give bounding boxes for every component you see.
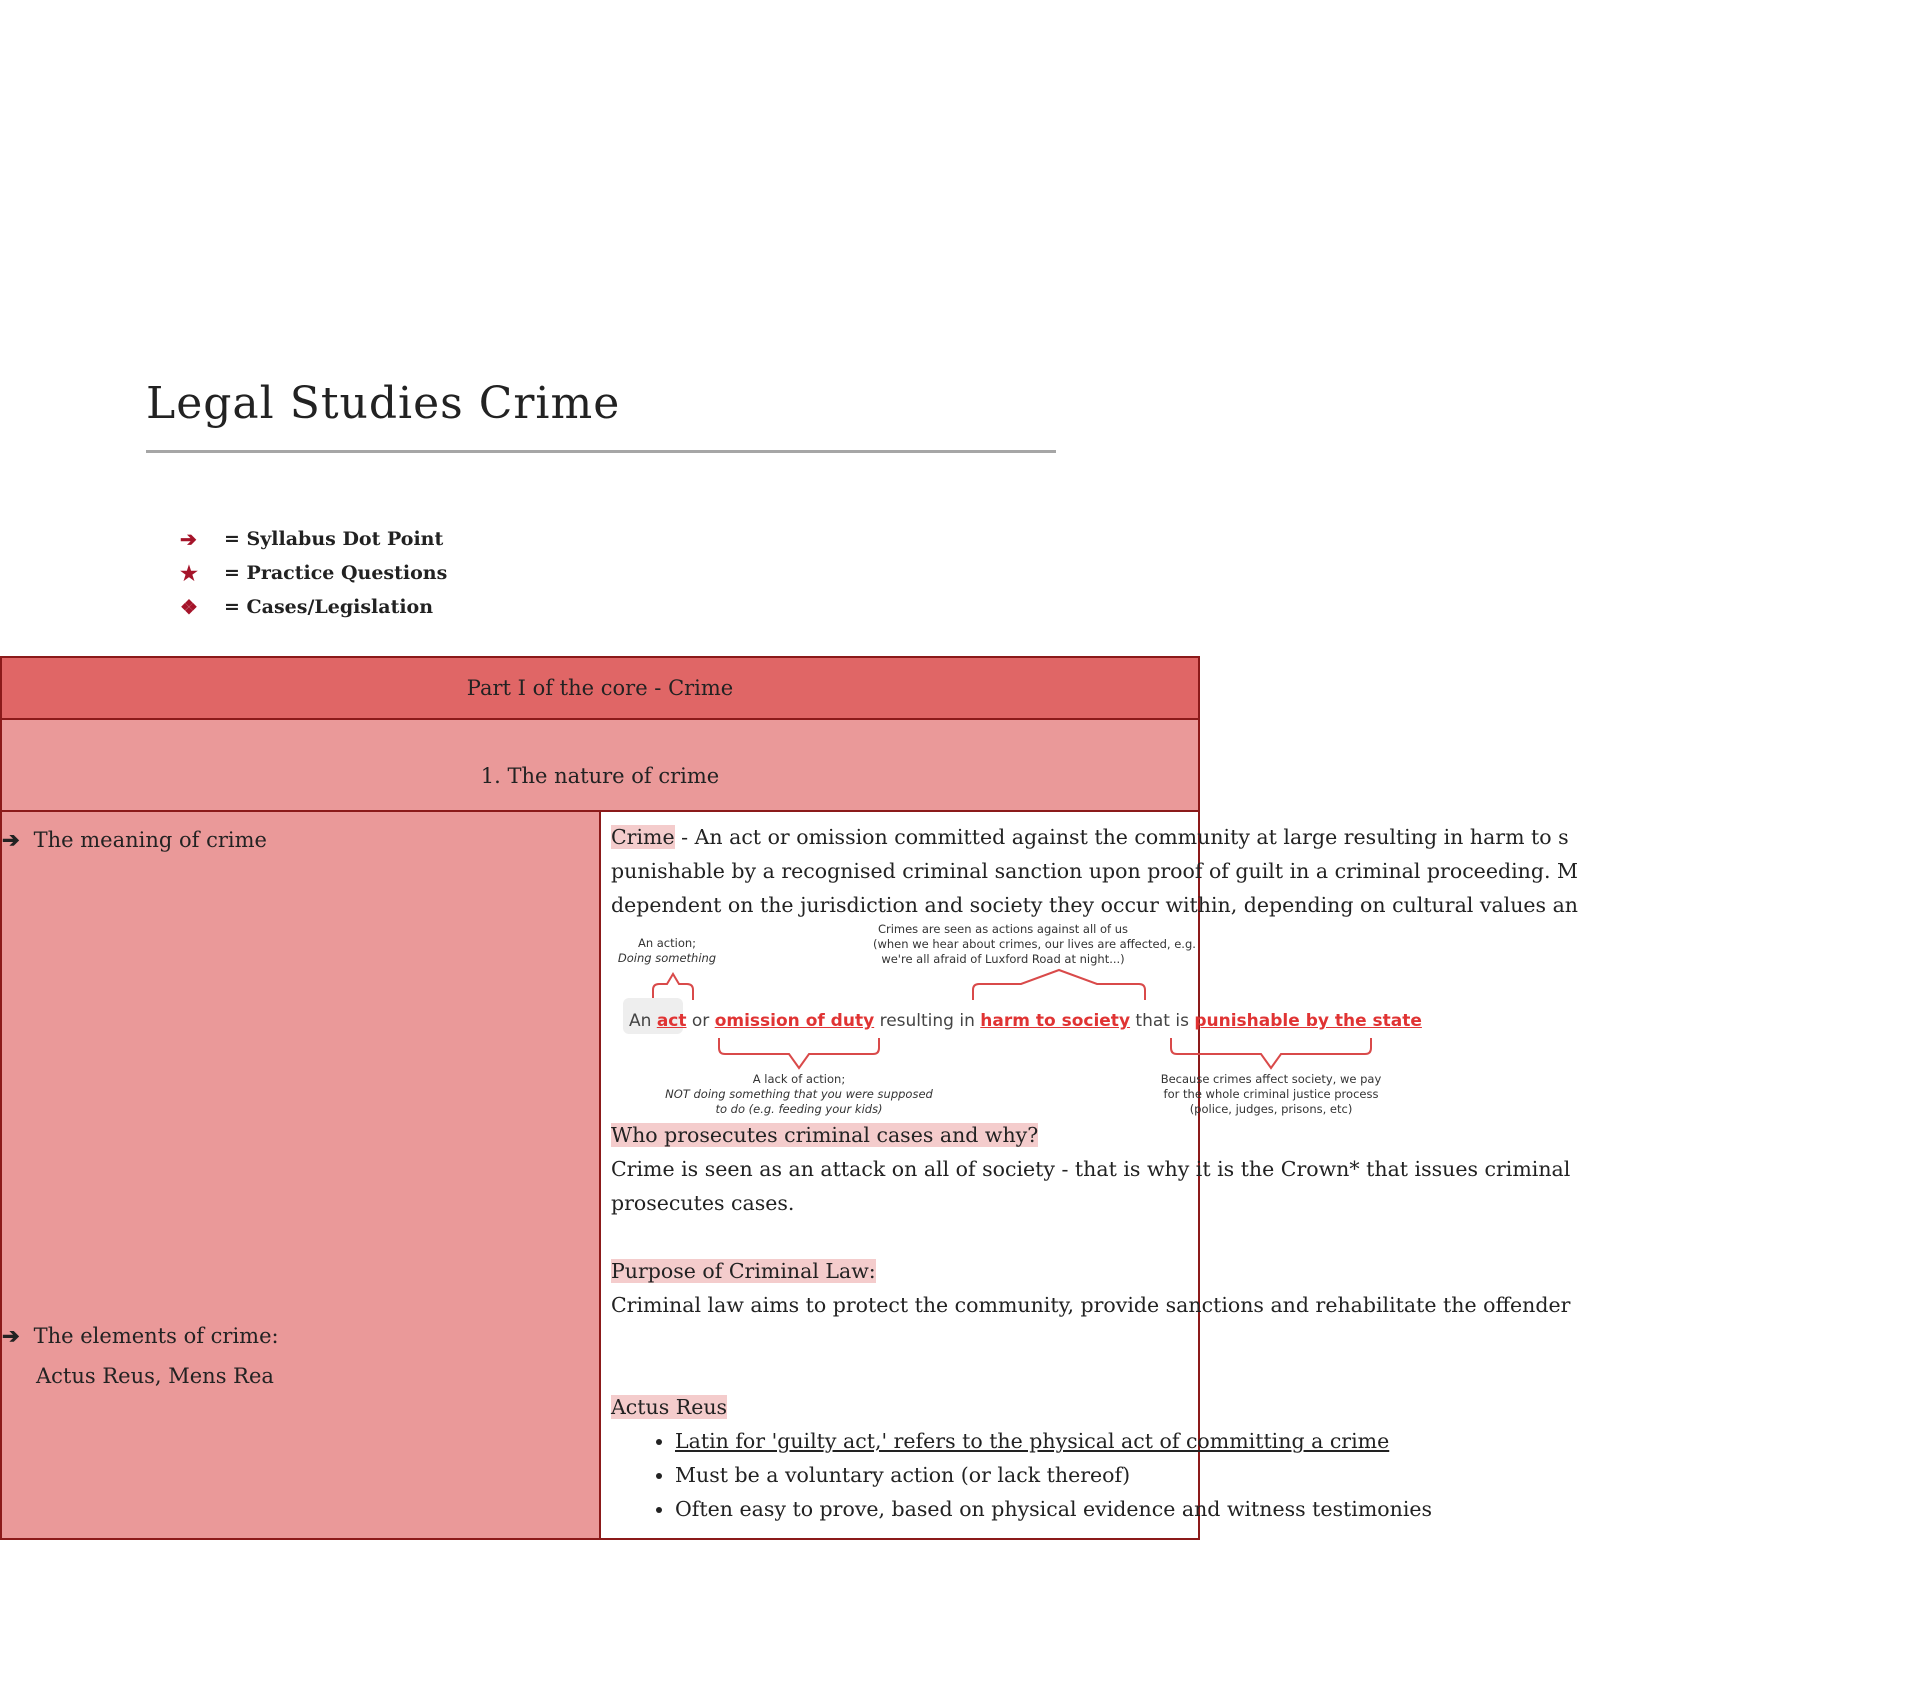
diagram-note-line: A lack of action; (752, 1072, 846, 1086)
diagram-note-all-of-us (873, 922, 1196, 967)
dot-point-elements (2, 1316, 279, 1396)
crime-term: Crime (611, 825, 675, 849)
diagram-note-line: (when we hear about crimes, our lives are affected, e.g. (873, 937, 1196, 951)
purpose-heading: Purpose of Criminal Law: (611, 1259, 876, 1283)
content-column (600, 811, 1579, 1539)
legend-item-cases (180, 590, 447, 624)
purpose-text: Criminal law aims to protect the community, provide sanctions and rehabilitate the offender (611, 1293, 1571, 1317)
arrow-icon: ➔ (2, 1323, 20, 1348)
list-item: • Must be a voluntary action (or lack thereof) (675, 1458, 1911, 1492)
diagram-note-omission (639, 1072, 959, 1117)
syllabus-column (1, 811, 600, 1539)
actus-reus-heading: Actus Reus (611, 1395, 728, 1419)
diagram-keyword-punishable: punishable by the state (1194, 1011, 1422, 1031)
actus-reus-list (611, 1424, 1911, 1526)
star-icon: ★ (180, 561, 198, 585)
dot-point-elements-sub: Actus Reus, Mens Rea (36, 1364, 274, 1388)
page-title: Legal Studies Crime (146, 378, 621, 429)
diagram-note-line: to do (e.g. feeding your kids) (715, 1102, 883, 1116)
arrow-icon: ➔ (180, 527, 197, 551)
list-item: • Often easy to prove, based on physical evidence and witness testimonies (675, 1492, 1911, 1526)
prosecutes-heading: Who prosecutes criminal cases and why? (611, 1123, 1039, 1147)
prosecutes-text: prosecutes cases. (611, 1191, 795, 1215)
arrow-icon: ➔ (2, 827, 20, 852)
dot-point-meaning (2, 820, 267, 860)
crime-definition (611, 820, 1911, 854)
diagram-note-line: Because crimes affect society, we pay (1160, 1072, 1382, 1086)
diagram-keyword-harm: harm to society (980, 1011, 1131, 1031)
part-header: Part I of the core - Crime (1, 657, 1199, 719)
dot-point-meaning-label: The meaning of crime (33, 828, 267, 852)
crime-text: dependent on the jurisdiction and society they occur within, depending on cultural values an (611, 893, 1579, 917)
legend-item-syllabus (180, 522, 447, 556)
dot-point-elements-label: The elements of crime: (33, 1324, 279, 1348)
diagram-note-punishable (1141, 1072, 1401, 1117)
section-header (1, 719, 1199, 811)
title-divider (146, 450, 1056, 453)
crime-text: punishable by a recognised criminal sanction upon proof of guilt in a criminal proceeding. M (611, 859, 1578, 883)
diagram-keyword-act: act (656, 1011, 687, 1031)
diagram-note-line: for the whole criminal justice process (1163, 1087, 1379, 1101)
legend-list (180, 522, 447, 624)
diagram-note-line: NOT doing something that you were supposed (665, 1087, 933, 1101)
crime-core-table (0, 656, 1579, 1540)
legend-label: = Practice Questions (224, 562, 448, 584)
diagram-word: that is (1130, 1011, 1195, 1031)
diagram-keyword-omission: omission of duty (714, 1011, 875, 1031)
diagram-note-line: we're all afraid of Luxford Road at night...) (881, 952, 1125, 966)
diagram-note-line: Doing something (617, 951, 717, 965)
diagram-note-line: Crimes are seen as actions against all of us (877, 922, 1129, 936)
diagram-note-line: An action; (637, 936, 697, 950)
crime-definition-diagram (611, 922, 1441, 1118)
legend-label: = Cases/Legislation (224, 596, 434, 618)
diagram-note-line: (police, judges, prisons, etc) (1189, 1102, 1353, 1116)
diagram-word: resulting in (874, 1011, 981, 1031)
diamond-icon: ❖ (180, 595, 198, 619)
list-item-text: Latin for 'guilty act,' refers to the physical act of committing a crime (675, 1429, 1390, 1453)
legend-label: = Syllabus Dot Point (224, 528, 444, 550)
section-header-text: 1. The nature of crime (480, 764, 720, 788)
diagram-note-action (597, 936, 737, 966)
crime-text: - An act or omission committed against the community at large resulting in harm to s (674, 825, 1569, 849)
list-item (675, 1424, 1911, 1458)
diagram-definition-sentence (629, 1004, 1422, 1038)
legend-item-practice (180, 556, 447, 590)
prosecutes-text: Crime is seen as an attack on all of society - that is why it is the Crown* that issues criminal (611, 1157, 1571, 1181)
diagram-word: or (686, 1011, 715, 1031)
diagram-word: An (629, 1011, 657, 1031)
